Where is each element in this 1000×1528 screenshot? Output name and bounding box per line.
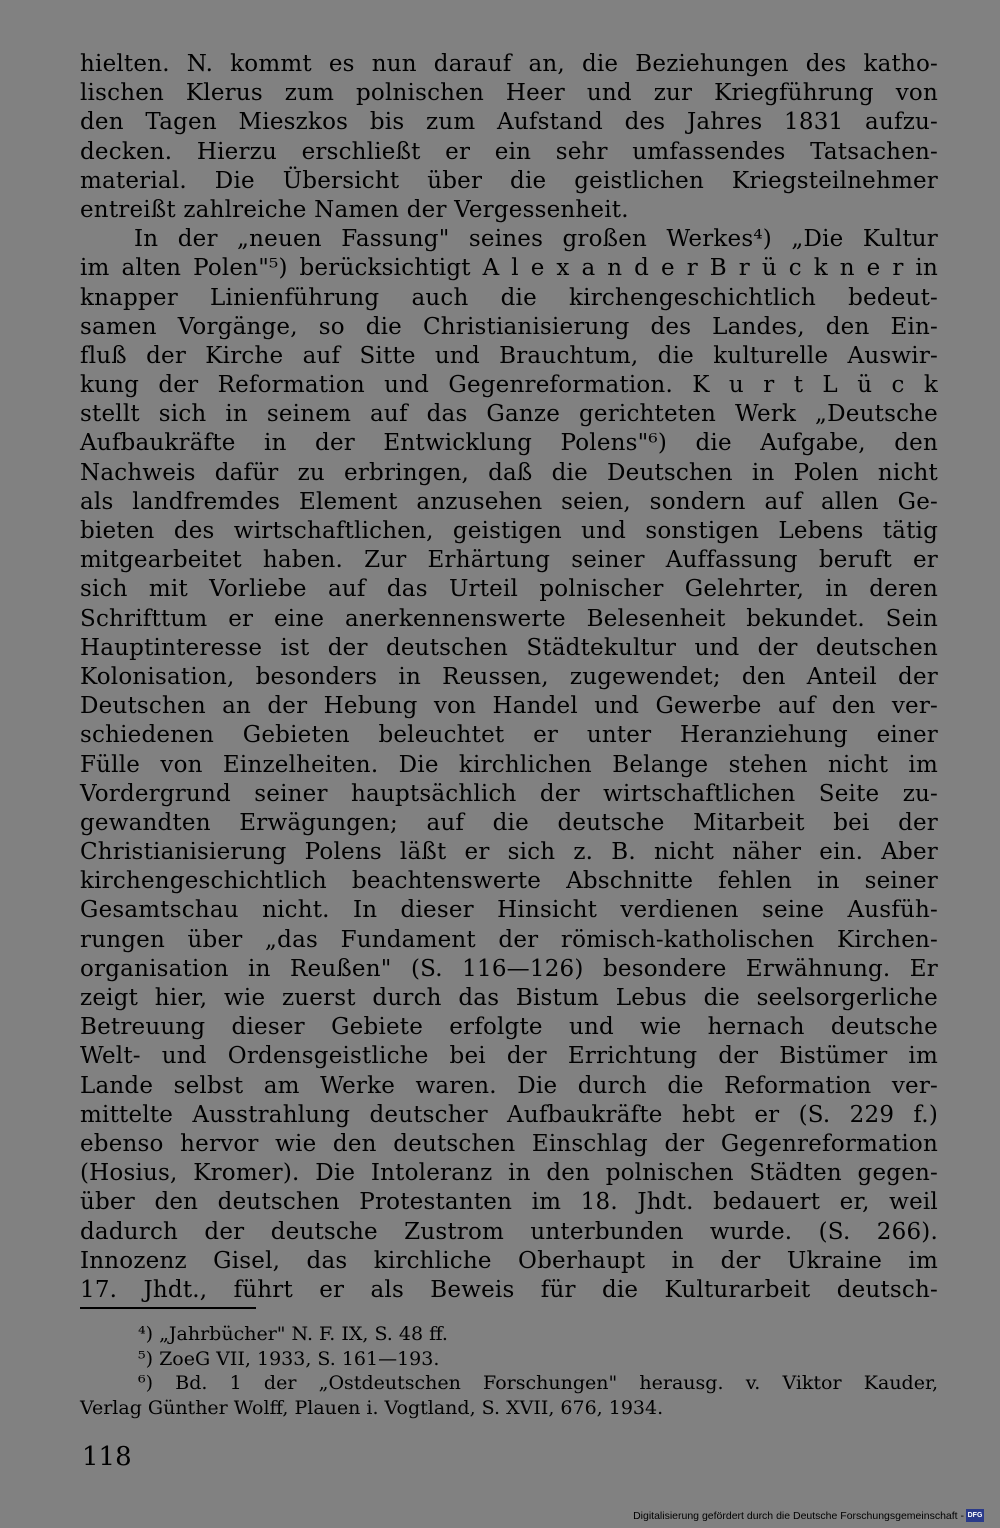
text-line: samen Vorgänge, so die Christianisierung des Landes, den Ein- bbox=[80, 313, 938, 340]
page-number: 118 bbox=[82, 1442, 132, 1472]
text-line: Welt- und Ordensgeistliche bei der Errichtung der Bistümer im bbox=[80, 1043, 938, 1070]
footnote: ⁶) Bd. 1 der „Ostdeutschen Forschungen" herausg. v. Viktor Kauder, bbox=[138, 1372, 938, 1394]
text-line: zeigt hier, wie zuerst durch das Bistum Lebus die seelsorgerliche bbox=[80, 985, 938, 1011]
text-line: im alten Polen"⁵) berücksichtigt A l e x a n d e r B r ü c k n e r in bbox=[80, 255, 938, 282]
text-line: sich mit Vorliebe auf das Urteil polnischer Gelehrter, in deren bbox=[80, 576, 938, 603]
text-line: mittelte Ausstrahlung deutscher Aufbaukräfte hebt er (S. 229 f.) bbox=[80, 1101, 938, 1128]
dfg-logo-icon: DFG bbox=[966, 1509, 984, 1522]
text-line: Vordergrund seiner hauptsächlich der wirtschaftlichen Seite zu- bbox=[80, 780, 938, 807]
text-line: Deutschen an der Hebung von Handel und Gewerbe auf den ver- bbox=[80, 693, 938, 720]
text-line: decken. Hierzu erschließt er ein sehr umfassendes Tatsachen- bbox=[80, 138, 938, 165]
footnote-continuation: Verlag Günther Wolff, Plauen i. Vogtland, S. XVII, 676, 1934. bbox=[80, 1396, 664, 1419]
text-line: hielten. N. kommt es nun darauf an, die Beziehungen des katho- bbox=[80, 51, 938, 77]
text-line: Betreuung dieser Gebiete erfolgte und wie hernach deutsche bbox=[80, 1014, 938, 1041]
text-line: Lande selbst am Werke waren. Die durch die Reformation ver- bbox=[80, 1072, 938, 1099]
text-line: fluß der Kirche auf Sitte und Brauchtum, die kulturelle Auswir- bbox=[80, 342, 938, 369]
text-line: knapper Linienführung auch die kirchengeschichtlich bedeut- bbox=[80, 284, 938, 311]
text-line: ebenso hervor wie den deutschen Einschlag der Gegenreformation bbox=[80, 1130, 938, 1157]
text-line: schiedenen Gebieten beleuchtet er unter Heranziehung einer bbox=[80, 722, 938, 749]
text-line: dadurch der deutsche Zustrom unterbunden wurde. (S. 266). bbox=[80, 1218, 938, 1245]
text-line: lischen Klerus zum polnischen Heer und zur Kriegführung von bbox=[80, 80, 938, 107]
text-line: Kolonisation, besonders in Reussen, zugewendet; den Anteil der bbox=[80, 663, 938, 690]
text-line: entreißt zahlreiche Namen der Vergessenheit. bbox=[80, 196, 629, 223]
text-line: material. Die Übersicht über die geistlichen Kriegsteilnehmer bbox=[80, 167, 938, 194]
text-line: kirchengeschichtlich beachtenswerte Abschnitte fehlen in seiner bbox=[80, 868, 938, 895]
footnote-divider bbox=[80, 1307, 256, 1309]
text-line: Nachweis dafür zu erbringen, daß die Deutschen in Polen nicht bbox=[80, 459, 938, 486]
text-line: gewandten Erwägungen; auf die deutsche Mitarbeit bei der bbox=[80, 809, 938, 836]
main-text bbox=[80, 50, 938, 1305]
text-line: Aufbaukräfte in der Entwicklung Polens"⁶) die Aufgabe, den bbox=[80, 430, 938, 457]
text-line: Christianisierung Polens läßt er sich z. B. nicht näher ein. Aber bbox=[80, 839, 938, 866]
text-line: kung der Reformation und Gegenreformation. K u r t L ü c k bbox=[80, 372, 938, 399]
text-line: über den deutschen Protestanten im 18. Jhdt. bedauert er, weil bbox=[80, 1189, 938, 1216]
text-line: Hauptinteresse ist der deutschen Städtekultur und der deutschen bbox=[80, 634, 938, 661]
text-line: 17. Jhdt., führt er als Beweis für die Kulturarbeit deutsch- bbox=[80, 1276, 938, 1303]
text-line: als landfremdes Element anzusehen seien, sondern auf allen Ge- bbox=[80, 488, 938, 515]
footnote: ⁴) „Jahrbücher" N. F. IX, S. 48 ff. bbox=[138, 1323, 448, 1345]
text-line: Fülle von Einzelheiten. Die kirchlichen Belange stehen nicht im bbox=[80, 751, 938, 778]
text-line: den Tagen Mieszkos bis zum Aufstand des Jahres 1831 aufzu- bbox=[80, 109, 938, 136]
footnotes bbox=[80, 1322, 938, 1420]
text-line: Innozenz Gisel, das kirchliche Oberhaupt in der Ukraine im bbox=[80, 1247, 938, 1274]
text-line: rungen über „das Fundament der römisch-katholischen Kirchen- bbox=[80, 926, 938, 953]
text-line: Schrifttum er eine anerkennenswerte Belesenheit bekundet. Sein bbox=[80, 605, 938, 632]
text-line: organisation in Reußen" (S. 116—126) besondere Erwähnung. Er bbox=[80, 955, 938, 982]
footnote: ⁵) ZoeG VII, 1933, S. 161—193. bbox=[138, 1347, 440, 1370]
text-line: stellt sich in seinem auf das Ganze gerichteten Werk „Deutsche bbox=[80, 401, 938, 428]
text-line: (Hosius, Kromer). Die Intoleranz in den polnischen Städten gegen- bbox=[80, 1160, 938, 1187]
text-line: Gesamtschau nicht. In dieser Hinsicht verdienen seine Ausfüh- bbox=[80, 897, 938, 924]
text-line: In der „neuen Fassung" seines großen Werkes⁴) „Die Kultur bbox=[134, 226, 938, 253]
text-line: bieten des wirtschaftlichen, geistigen und sonstigen Lebens tätig bbox=[80, 518, 938, 544]
digitization-credit: Digitalisierung gefördert durch die Deutsche Forschungsgemeinschaft - bbox=[633, 1510, 964, 1522]
text-line: mitgearbeitet haben. Zur Erhärtung seiner Auffassung beruft er bbox=[80, 547, 938, 574]
